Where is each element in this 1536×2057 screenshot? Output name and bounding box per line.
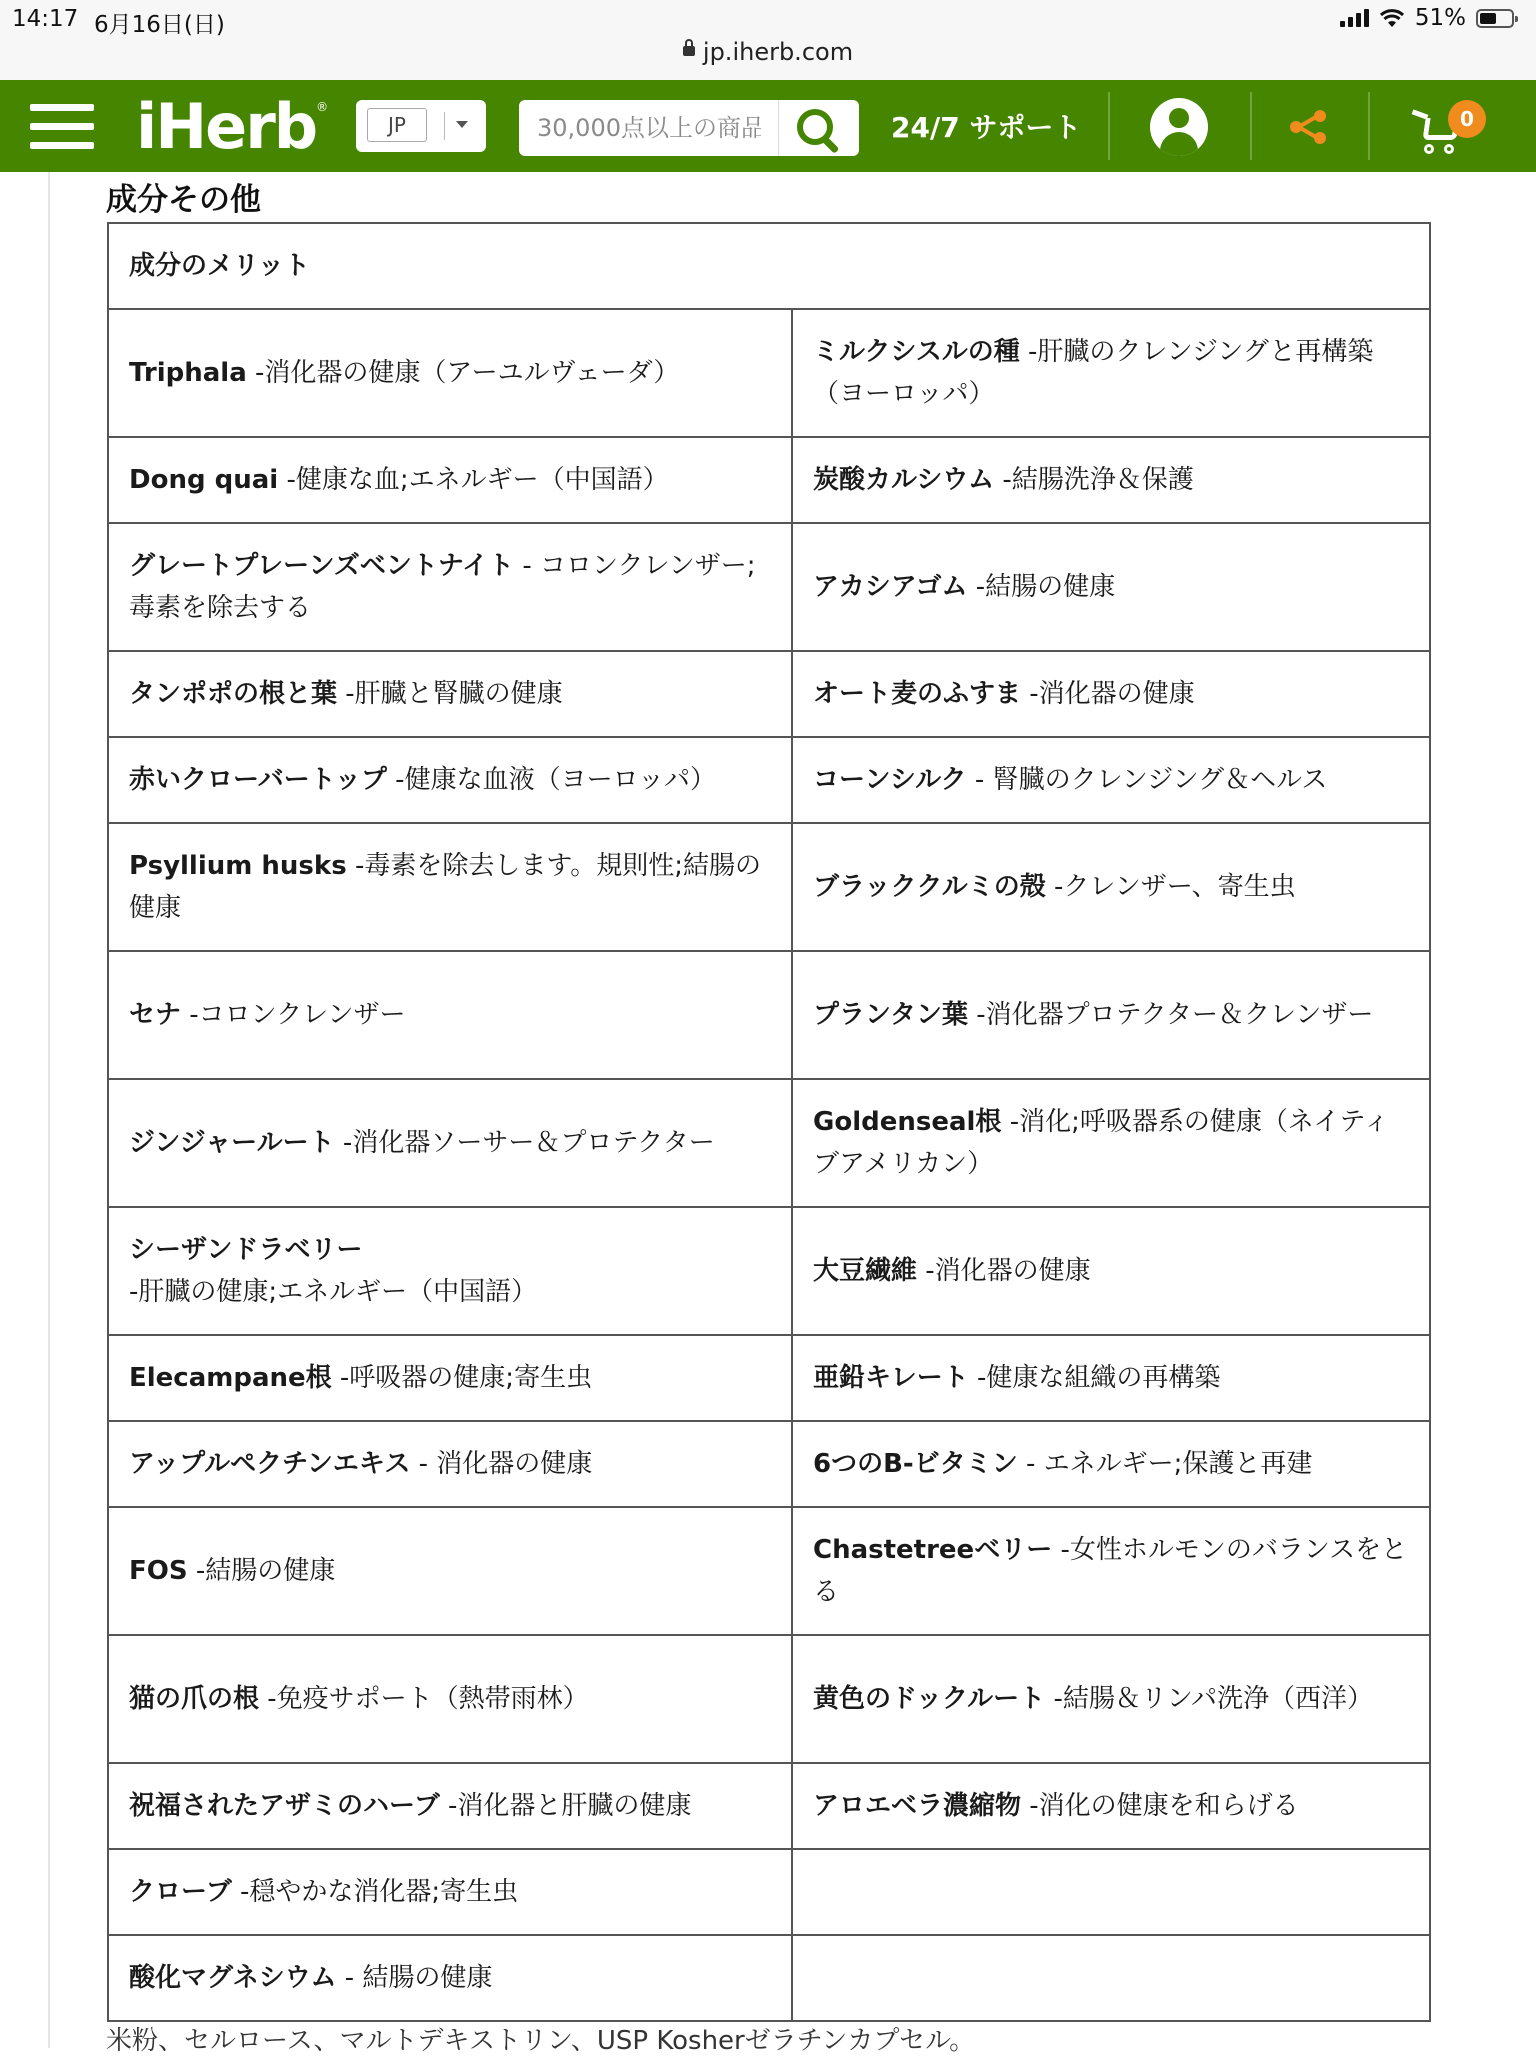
ingredient-cell <box>792 951 1430 1079</box>
iherb-logo[interactable] <box>136 90 328 163</box>
ingredient-cell <box>792 1507 1430 1635</box>
ingredient-name: 祝福されたアザミのハーブ <box>129 1791 440 1821</box>
table-row <box>108 1635 1430 1763</box>
ingredient-cell <box>108 1207 792 1335</box>
chevron-down-icon <box>456 121 468 128</box>
ingredient-cell <box>108 737 792 823</box>
ingredient-name: グレートプレーンズベントナイト <box>129 551 515 581</box>
header-divider <box>1108 92 1110 160</box>
ingredient-cell <box>108 1763 792 1849</box>
table-row <box>108 1935 1430 2021</box>
ingredient-benefit: -健康な血液（ヨーロッパ） <box>386 765 717 795</box>
table-row <box>108 523 1430 651</box>
ingredient-benefit: -健康な組織の再構築 <box>968 1363 1221 1393</box>
ingredient-benefit: -肝臓のクレンジングと再構築（ヨーロッパ） <box>813 337 1374 409</box>
ingredient-name: 黄色のドックルート <box>813 1684 1046 1714</box>
ingredient-benefit: -クレンザー、寄生虫 <box>1045 872 1296 902</box>
ingredient-cell <box>108 523 792 651</box>
address-bar[interactable] <box>0 38 1536 66</box>
ingredient-name: クローブ <box>129 1877 232 1907</box>
ingredient-cell <box>792 437 1430 523</box>
ingredient-cell <box>792 1935 1430 2021</box>
search-box <box>519 100 859 156</box>
header-divider <box>1250 92 1252 160</box>
table-row <box>108 1335 1430 1421</box>
ingredient-cell <box>792 1079 1430 1207</box>
section-title: 成分その他 <box>106 182 261 218</box>
ingredient-benefit: -消化;呼吸器系の健康（ネイティブアメリカン） <box>813 1107 1390 1179</box>
table-row <box>108 737 1430 823</box>
ingredient-benefit: - 消化器の健康 <box>410 1449 593 1479</box>
ingredient-cell <box>108 1507 792 1635</box>
ingredient-benefit: -肝臓の健康;エネルギー（中国語） <box>129 1277 538 1307</box>
table-header-text: 成分のメリット <box>129 251 310 281</box>
ingredient-cell <box>108 1079 792 1207</box>
search-button[interactable] <box>778 100 859 156</box>
status-time: 14:17 <box>12 6 79 32</box>
table-row <box>108 651 1430 737</box>
ingredient-benefit: -消化器の健康 <box>1021 679 1195 709</box>
table-row <box>108 309 1430 437</box>
ingredient-cell <box>792 823 1430 951</box>
table-row <box>108 1079 1430 1207</box>
cart-button[interactable] <box>1410 102 1480 162</box>
lock-icon <box>683 46 695 56</box>
ingredient-benefit: -毒素を除去します。規則性;結腸の健康 <box>129 851 762 923</box>
ingredient-name: タンポポの根と葉 <box>129 679 338 709</box>
ingredient-name: Goldenseal根 <box>813 1107 1002 1137</box>
ingredient-cell <box>792 651 1430 737</box>
ingredient-cell <box>108 1935 792 2021</box>
country-divider <box>444 112 445 140</box>
ingredient-name: Chastetreeベリー <box>813 1535 1053 1565</box>
ingredient-cell <box>108 951 792 1079</box>
ingredient-benefit: -肝臓と腎臓の健康 <box>337 679 563 709</box>
ingredient-benefit: -結腸の健康 <box>967 572 1116 602</box>
ingredient-name: Psyllium husks <box>129 851 347 881</box>
header-divider <box>1368 92 1370 160</box>
ingredient-cell <box>108 1849 792 1935</box>
table-row <box>108 1849 1430 1935</box>
ingredient-cell <box>792 1763 1430 1849</box>
country-select[interactable] <box>356 100 486 152</box>
ingredient-cell <box>792 1635 1430 1763</box>
ingredient-cell <box>108 1635 792 1763</box>
ingredient-cell <box>108 309 792 437</box>
ingredient-benefit: -消化器の健康（アーユルヴェーダ） <box>246 358 680 388</box>
ingredient-cell <box>108 1421 792 1507</box>
ingredient-benefit: -結腸＆リンパ洗浄（西洋） <box>1045 1684 1374 1714</box>
ingredient-name: 赤いクローバートップ <box>129 765 387 795</box>
ingredient-benefit: -呼吸器の健康;寄生虫 <box>331 1363 593 1393</box>
cart-count-badge: 0 <box>1448 100 1486 138</box>
ingredient-name: コーンシルク <box>813 765 967 795</box>
ingredient-name: ミルクシスルの種 <box>813 337 1020 367</box>
ingredient-cell <box>792 737 1430 823</box>
status-date: 6月16日(日) <box>94 12 225 38</box>
ingredient-name: 猫の爪の根 <box>129 1684 260 1714</box>
search-input[interactable] <box>519 100 779 156</box>
ingredient-benefit: -コロンクレンザー <box>181 1000 406 1030</box>
ingredient-cell <box>108 1335 792 1421</box>
ingredient-name: Triphala <box>129 358 247 388</box>
ingredient-benefit: -消化器ソーサー＆プロテクター <box>334 1128 715 1158</box>
ingredient-name: 亜鉛キレート <box>813 1363 969 1393</box>
ingredient-name: FOS <box>129 1556 188 1586</box>
ingredient-benefit: - 腎臓のクレンジング＆ヘルス <box>966 765 1328 795</box>
ingredient-name: 大豆繊維 <box>813 1256 918 1286</box>
ingredient-benefit: - エネルギー;保護と再建 <box>1017 1449 1313 1479</box>
status-bar <box>0 0 1536 80</box>
table-row <box>108 1421 1430 1507</box>
table-row <box>108 1207 1430 1335</box>
ingredient-cell <box>792 1207 1430 1335</box>
table-row <box>108 437 1430 523</box>
ingredient-name: 酸化マグネシウム <box>129 1963 337 1993</box>
support-link[interactable]: 24/7 サポート <box>891 111 1082 144</box>
wifi-icon <box>1379 8 1405 28</box>
table-header <box>108 223 1430 309</box>
battery-icon <box>1476 9 1514 28</box>
ingredient-benefit: -結腸洗浄＆保護 <box>994 465 1194 495</box>
ingredient-cell <box>792 309 1430 437</box>
ingredient-cell <box>108 437 792 523</box>
ingredient-benefit: -結腸の健康 <box>187 1556 336 1586</box>
account-icon[interactable] <box>1150 98 1208 156</box>
ingredient-name: シーザンドラベリー <box>129 1235 363 1265</box>
ingredient-benefit: - 結腸の健康 <box>336 1963 493 1993</box>
ingredient-cell <box>792 523 1430 651</box>
cellular-signal-icon <box>1340 9 1369 27</box>
ingredient-cell <box>792 1421 1430 1507</box>
ingredient-benefit: -消化器の健康 <box>917 1256 1091 1286</box>
ingredient-cell <box>792 1335 1430 1421</box>
ingredient-name: セナ <box>129 1000 182 1030</box>
table-row <box>108 1507 1430 1635</box>
ingredient-name: 炭酸カルシウム <box>813 465 995 495</box>
ingredient-name: Elecampane根 <box>129 1363 332 1393</box>
logo-text: iHerb <box>136 90 317 163</box>
country-code: JP <box>367 108 427 142</box>
url-text: jp.iherb.com <box>702 38 854 66</box>
ingredient-benefit: -免疫サポート（熱帯雨林） <box>259 1684 589 1714</box>
ingredient-name: プランタン葉 <box>813 1000 968 1030</box>
ingredient-name: アカシアゴム <box>813 572 968 602</box>
ingredient-benefit: -消化器と肝臓の健康 <box>439 1791 692 1821</box>
table-header-row <box>108 223 1430 309</box>
ingredient-benefit: -穏やかな消化器;寄生虫 <box>231 1877 519 1907</box>
ingredient-name: アロエベラ濃縮物 <box>813 1791 1022 1821</box>
table-row <box>108 823 1430 951</box>
menu-icon[interactable] <box>30 104 94 150</box>
ingredient-name: オート麦のふすま <box>813 679 1022 709</box>
other-ingredients-text: 米粉、セルロース、マルトデキストリン、USP Kosherゼラチンカプセル。 <box>106 2026 976 2056</box>
ingredient-cell <box>108 651 792 737</box>
table-row <box>108 1763 1430 1849</box>
ingredient-benefit: -消化の健康を和らげる <box>1021 1791 1299 1821</box>
ingredient-cell <box>108 823 792 951</box>
registered-mark: ® <box>316 100 329 114</box>
ingredient-benefit: -消化器プロテクター＆クレンザー <box>967 1000 1374 1030</box>
ingredient-cell <box>792 1849 1430 1935</box>
status-indicators <box>1340 5 1514 31</box>
site-header <box>0 80 1536 172</box>
content-border <box>48 172 50 2048</box>
battery-percent: 51% <box>1414 5 1466 31</box>
ingredient-name: ジンジャールート <box>129 1128 335 1158</box>
ingredient-name: 6つのB-ビタミン <box>813 1449 1018 1479</box>
ingredient-name: Dong quai <box>129 465 279 495</box>
table-row <box>108 951 1430 1079</box>
ingredient-benefit: -健康な血;エネルギー（中国語） <box>278 465 669 495</box>
ingredients-table <box>107 222 1431 2022</box>
ingredient-name: アップルペクチンエキス <box>129 1449 411 1479</box>
ingredient-benefit: - コロンクレンザー;毒素を除去する <box>129 551 756 623</box>
share-icon[interactable] <box>1290 110 1328 144</box>
ingredient-name: ブラッククルミの殻 <box>813 872 1046 902</box>
ingredient-benefit: -女性ホルモンのバランスをとる <box>813 1535 1408 1607</box>
